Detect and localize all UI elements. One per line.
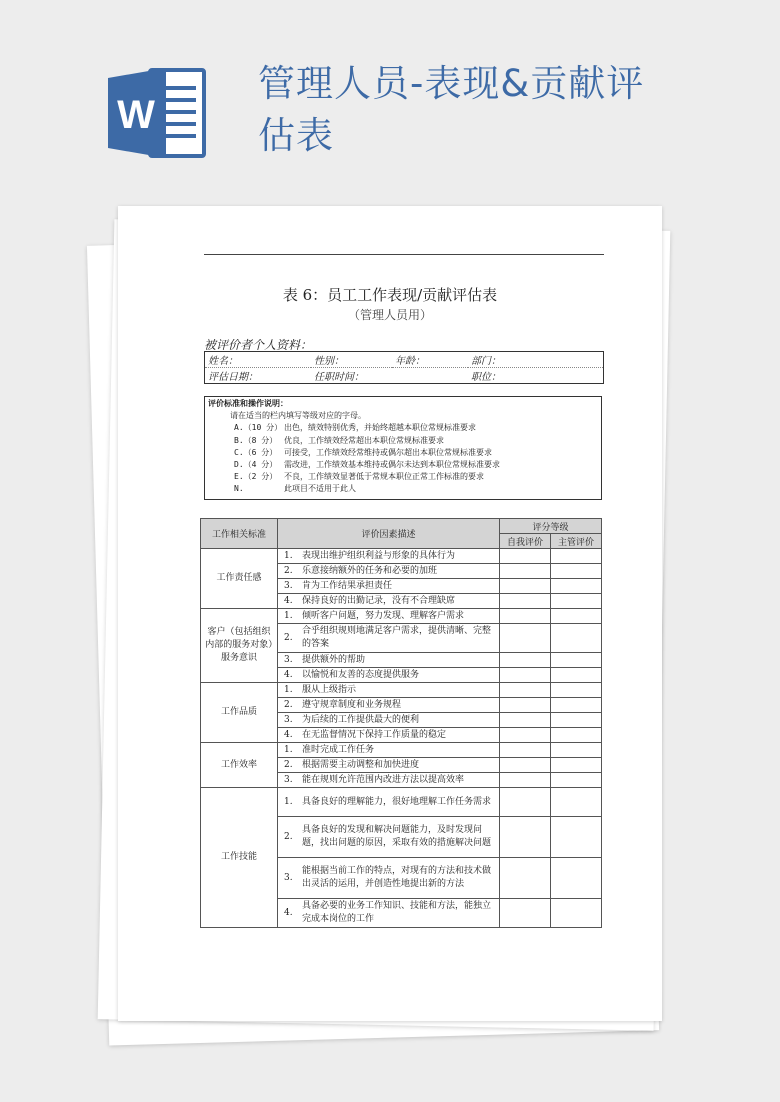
- manager-rating-cell[interactable]: [551, 594, 602, 609]
- word-document-icon: [108, 66, 208, 160]
- self-rating-cell[interactable]: [500, 817, 551, 858]
- item-number: 1.: [278, 743, 299, 758]
- self-rating-cell[interactable]: [500, 683, 551, 698]
- level-text: 此项目不适用于此人: [284, 484, 356, 494]
- self-rating-cell[interactable]: [500, 579, 551, 594]
- item-number: 2.: [278, 564, 299, 579]
- criteria-box: [204, 396, 602, 500]
- level-code: C.（6 分）: [234, 447, 278, 457]
- item-description: 在无监督情况下保持工作质量的稳定: [298, 728, 500, 743]
- item-number: 1.: [278, 609, 299, 624]
- manager-rating-cell[interactable]: [551, 899, 602, 928]
- self-rating-cell[interactable]: [500, 698, 551, 713]
- manager-rating-cell[interactable]: [551, 698, 602, 713]
- profile-field: [392, 368, 468, 384]
- item-description: 乐意接纳额外的任务和必要的加班: [298, 564, 500, 579]
- self-rating-cell[interactable]: [500, 713, 551, 728]
- item-number: 3.: [278, 773, 299, 788]
- criteria-level: [208, 422, 598, 434]
- level-text: 出色，绩效特别优秀，并始终超越本职位常规标准要求: [284, 423, 476, 433]
- level-code: B.（8 分）: [234, 435, 278, 445]
- page-title: 管理人员-表现&贡献评估表: [258, 62, 645, 157]
- level-text: 优良，工作绩效经常超出本职位常规标准要求: [284, 435, 444, 445]
- self-rating-cell[interactable]: [500, 668, 551, 683]
- profile-row: [205, 352, 604, 368]
- profile-field: 职位：: [468, 368, 604, 384]
- item-description: 能在规则允许范围内改进方法以提高效率: [298, 773, 500, 788]
- profile-table: [204, 351, 604, 384]
- item-description: 提供额外的帮助: [298, 653, 500, 668]
- self-rating-cell[interactable]: [500, 788, 551, 817]
- profile-field: 部门：: [468, 352, 604, 368]
- item-description: 合乎组织规则地满足客户需求，提供清晰、完整的答案: [298, 624, 500, 653]
- item-description: 遵守规章制度和业务规程: [298, 698, 500, 713]
- item-description: 为后续的工作提供最大的便利: [298, 713, 500, 728]
- manager-rating-cell[interactable]: [551, 713, 602, 728]
- item-number: 4.: [278, 728, 299, 743]
- col-header-self: 自我评价: [500, 534, 551, 549]
- manager-rating-cell[interactable]: [551, 653, 602, 668]
- level-code: E.（2 分）: [234, 472, 278, 482]
- document-title: 表 6：员工工作表现/贡献评估表: [282, 286, 498, 304]
- document-page: [118, 206, 662, 1021]
- manager-rating-cell[interactable]: [551, 858, 602, 899]
- manager-rating-cell[interactable]: [551, 624, 602, 653]
- item-number: 1.: [278, 788, 299, 817]
- profile-field: 性别：: [311, 352, 392, 368]
- criteria-intro: 请在适当的栏内填写等级对应的字母。: [230, 411, 366, 421]
- manager-rating-cell[interactable]: [551, 743, 602, 758]
- self-rating-cell[interactable]: [500, 549, 551, 564]
- category-cell: 工作技能: [201, 788, 278, 928]
- level-text: 不良，工作绩效显著低于常规本职位正常工作标准的要求: [284, 472, 484, 482]
- self-rating-cell[interactable]: [500, 609, 551, 624]
- item-description: 根据需要主动调整和加快进度: [298, 758, 500, 773]
- col-header-factors: 评价因素描述: [278, 519, 500, 549]
- manager-rating-cell[interactable]: [551, 549, 602, 564]
- table-row: [201, 609, 602, 624]
- self-rating-cell[interactable]: [500, 564, 551, 579]
- profile-label: 被评价者个人资料：: [204, 338, 313, 352]
- manager-rating-cell[interactable]: [551, 758, 602, 773]
- profile-field: 姓名：: [205, 352, 312, 368]
- level-text: 需改进，工作绩效基本维持或偶尔未达到本职位常规标准要求: [284, 460, 500, 470]
- self-rating-cell[interactable]: [500, 728, 551, 743]
- item-number: 2.: [278, 698, 299, 713]
- item-description: 具备必要的业务工作知识、技能和方法，能独立完成本岗位的工作: [298, 899, 500, 928]
- category-cell: 工作责任感: [201, 549, 278, 609]
- item-description: 保持良好的出勤记录，没有不合理缺席: [298, 594, 500, 609]
- item-number: 2.: [278, 624, 299, 653]
- manager-rating-cell[interactable]: [551, 668, 602, 683]
- criteria-level: [208, 483, 598, 495]
- evaluation-table: [200, 518, 602, 928]
- item-number: 2.: [278, 758, 299, 773]
- manager-rating-cell[interactable]: [551, 817, 602, 858]
- item-description: 具备良好的发现和解决问题能力，及时发现问题，找出问题的原因，采取有效的措施解决问题: [298, 817, 500, 858]
- manager-rating-cell[interactable]: [551, 579, 602, 594]
- self-rating-cell[interactable]: [500, 743, 551, 758]
- header-rule: [204, 254, 604, 255]
- criteria-level: [208, 435, 598, 447]
- item-number: 3.: [278, 579, 299, 594]
- self-rating-cell[interactable]: [500, 758, 551, 773]
- self-rating-cell[interactable]: [500, 653, 551, 668]
- criteria-heading: 评价标准和操作说明：: [208, 399, 288, 408]
- item-description: 具备良好的理解能力，很好地理解工作任务需求: [298, 788, 500, 817]
- item-description: 肯为工作结果承担责任: [298, 579, 500, 594]
- manager-rating-cell[interactable]: [551, 564, 602, 579]
- item-description: 以愉悦和友善的态度提供服务: [298, 668, 500, 683]
- item-number: 3.: [278, 858, 299, 899]
- item-number: 1.: [278, 683, 299, 698]
- manager-rating-cell[interactable]: [551, 609, 602, 624]
- item-number: 1.: [278, 549, 299, 564]
- item-number: 4.: [278, 668, 299, 683]
- table-row: [201, 743, 602, 758]
- manager-rating-cell[interactable]: [551, 728, 602, 743]
- criteria-level: [208, 459, 598, 471]
- manager-rating-cell[interactable]: [551, 773, 602, 788]
- self-rating-cell[interactable]: [500, 594, 551, 609]
- self-rating-cell[interactable]: [500, 624, 551, 653]
- profile-field: 评估日期：: [205, 368, 312, 384]
- category-cell: 客户（包括组织内部的服务对象）服务意识: [201, 609, 278, 683]
- profile-field: 任职时间：: [311, 368, 392, 384]
- criteria-level: [208, 447, 598, 459]
- manager-rating-cell[interactable]: [551, 683, 602, 698]
- table-row: [201, 683, 602, 698]
- item-description: 能根据当前工作的特点，对现有的方法和技术做出灵活的运用，并创造性地提出新的方法: [298, 858, 500, 899]
- category-cell: 工作效率: [201, 743, 278, 788]
- item-description: 准时完成工作任务: [298, 743, 500, 758]
- profile-row: [205, 368, 604, 384]
- self-rating-cell[interactable]: [500, 858, 551, 899]
- item-number: 3.: [278, 713, 299, 728]
- level-code: D.（4 分）: [234, 460, 278, 470]
- item-number: 4.: [278, 899, 299, 928]
- document-subtitle: （管理人员用）: [347, 308, 432, 322]
- category-cell: 工作品质: [201, 683, 278, 743]
- item-number: 4.: [278, 594, 299, 609]
- manager-rating-cell[interactable]: [551, 788, 602, 817]
- level-code: A.（10 分）: [234, 423, 283, 433]
- self-rating-cell[interactable]: [500, 899, 551, 928]
- item-description: 表现出维护组织利益与形象的具体行为: [298, 549, 500, 564]
- criteria-level: [208, 471, 598, 483]
- col-header-rating: 评分等级: [500, 519, 602, 534]
- self-rating-cell[interactable]: [500, 773, 551, 788]
- level-code: N.: [234, 484, 244, 494]
- item-number: 2.: [278, 817, 299, 858]
- col-header-category: 工作相关标准: [201, 519, 278, 549]
- profile-field: 年龄：: [392, 352, 468, 368]
- table-row: [201, 788, 602, 817]
- level-text: 可接受，工作绩效经常维持或偶尔超出本职位常规标准要求: [284, 447, 492, 457]
- svg-text:W: W: [117, 93, 155, 137]
- item-description: 服从上级指示: [298, 683, 500, 698]
- col-header-manager: 主管评价: [551, 534, 602, 549]
- table-row: [201, 549, 602, 564]
- item-description: 倾听客户问题，努力发现、理解客户需求: [298, 609, 500, 624]
- item-number: 3.: [278, 653, 299, 668]
